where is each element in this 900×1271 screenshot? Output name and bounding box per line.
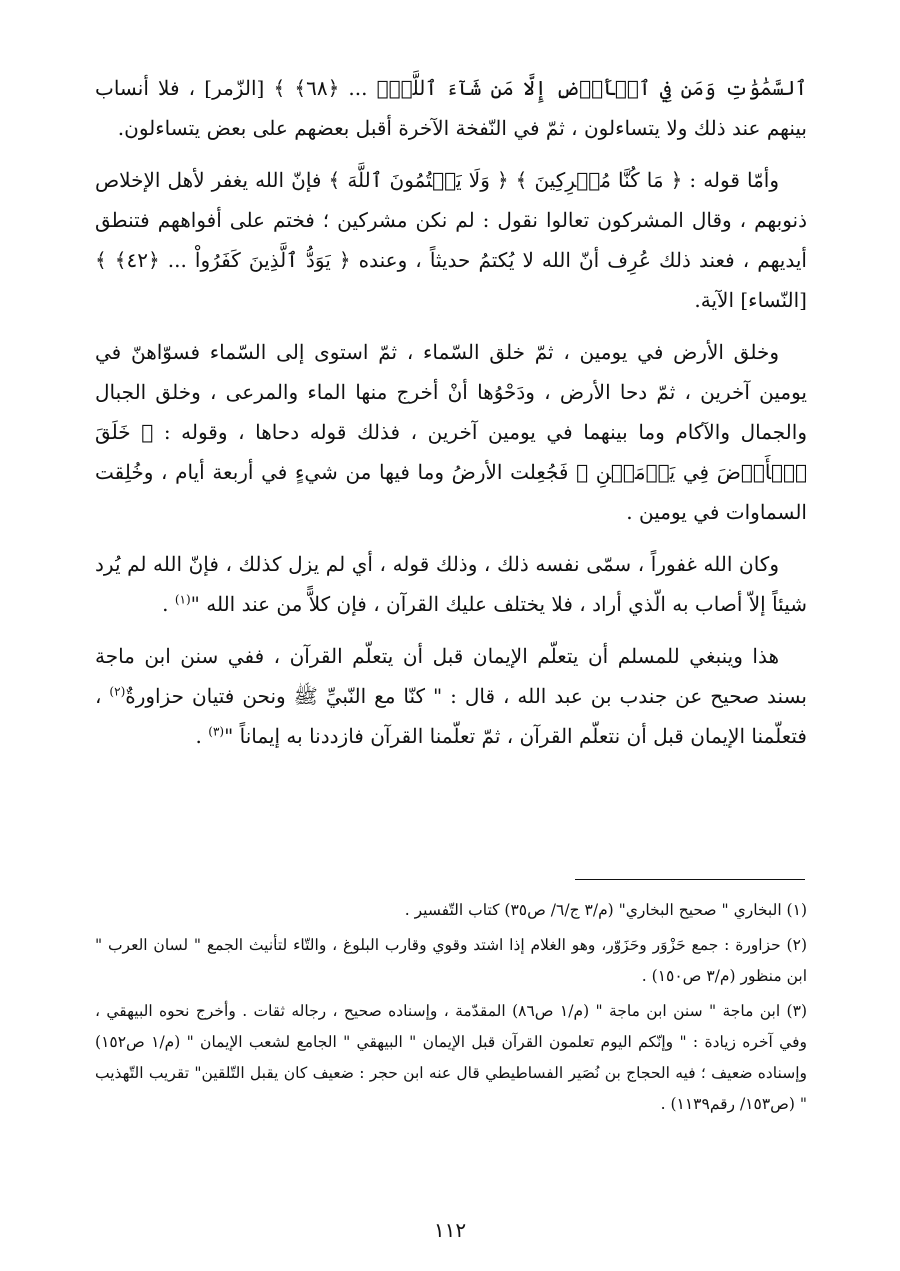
footnote-ref-1[interactable]: (١) — [174, 592, 191, 607]
footnote-ref-3[interactable]: (٣) — [208, 724, 225, 739]
footnote-1: (١) البخاري " صحيح البخاري" (م/٣ ج/٦/ ص٣٥) كتاب التّفسير . — [404, 901, 807, 919]
paragraph-4 — [95, 544, 807, 624]
paragraph-5-text-cont: ، فتعلّمنا الإيمان قبل أن نتعلّم القرآن ، ثمّ تعلّمنا القرآن فازددنا به إيماناً " — [95, 684, 807, 748]
paragraph-4-tail: . — [162, 592, 175, 616]
paragraph-5 — [95, 636, 807, 756]
paragraph-1-text: ٱلسَّمَٰوَٰتِ وَمَن فِي ٱلۡأَرۡضِ إِلَّا مَن شَآءَ ٱللَّهُۖ ... ﴿٦٨﴾ ﴾ [الزّمر] ، فلا أنساب بينهم عند ذلك ولا يتساءلون ، ثمّ في النّفخة الآخرة أقبل بعضهم على بعض يتساءلون. — [95, 76, 807, 140]
main-text — [95, 68, 807, 768]
paragraph-2 — [95, 160, 807, 320]
paragraph-5-text: هذا وينبغي للمسلم أن يتعلّم الإيمان قبل أن يتعلّم القرآن ، ففي سنن ابن ماجة بسند صحيح عن جندب بن عبد الله ، قال : " كنّا مع النّبيِّ ﷺ ونحن فتيان حزاورةٌ — [95, 644, 807, 708]
paragraph-2-text: وأمّا قوله : ﴿ مَا كُنَّا مُشۡرِكِينَ ﴾ ﴿ وَلَا يَكۡتُمُونَ ٱللَّهَ ﴾ فإنّ الله يغفر لأهل الإخلاص ذنوبهم ، وقال المشركون تعالوا نقول : لم نكن مشركين ؛ فختم على أفواههم فتنطق أيديهم ، فعند ذلك عُرِف أنّ الله لا يُكتمُ حديثاً ، وعنده ﴿ يَوَدُّ ٱلَّذِينَ كَفَرُواْ ... ﴿٤٢﴾ ﴾ [النّساء] الآية. — [95, 168, 807, 312]
footnote-separator — [575, 879, 805, 880]
page-number: ١١٢ — [433, 1218, 467, 1242]
footnote-3: (٣) ابن ماجة " سنن ابن ماجة " (م/١ ص٨٦) المقدّمة ، وإسناده صحيح ، رجاله ثقات . وأخرج نحوه البيهقي ، وفي آخره زيادة : " وإنّكم اليوم تعلمون القرآن قبل الإيمان " البيهقي " الجامع لشعب الإيمان " (م/١ ص١٥٢) وإسناده ضعيف ؛ فيه الحجاج بن نُصَير الفساطيطي قال عنه ابن حجر : ضعيف كان يقبل التّلقين" تقريب التّهذيب " (ص١٥٣/ رقم١١٣٩) . — [95, 1002, 807, 1113]
paragraph-3-text: وخلق الأرض في يومين ، ثمّ خلق السّماء ، ثمّ استوى إلى السّماء فسوّاهنّ في يومين آخرين ، ثمّ دحا الأرض ، ودَحْوُها أنْ أخرج منها الماء والمرعى ، وخلق الجبال والجمال والآكام وما بينهما في يومين آخرين ، فذلك قوله دحاها ، وقوله : ﴿ خَلَقَ ٱلۡأَرۡضَ فِي يَوۡمَيۡنِ ﴾ فَجُعِلت الأرضُ وما فيها من شيءٍ في أربعة أيام ، وخُلِقت السماوات في يومين . — [95, 340, 807, 524]
paragraph-1 — [95, 68, 807, 148]
paragraph-3 — [95, 332, 807, 532]
footnote-2: (٢) حزاورة : جمع حَزْوَر وحَزَوّر، وهو الغلام إذا اشتد وقوي وقارب البلوغ ، والتّاء لتأنيث الجمع " لسان العرب " ابن منظور (م/٣ ص١٥٠) . — [95, 936, 807, 985]
footnote-ref-2[interactable]: (٢) — [109, 684, 126, 699]
paragraph-4-text: وكان الله غفوراً ، سمّى نفسه ذلك ، وذلك قوله ، أي لم يزل كذلك ، فإنّ الله لم يُرد شيئاً إلاّ أصاب به الّذي أراد ، فلا يختلف عليك القرآن ، فإن كلاًّ من عند الله " — [95, 552, 807, 616]
paragraph-5-tail: . — [195, 724, 209, 748]
footnotes — [95, 895, 807, 1124]
